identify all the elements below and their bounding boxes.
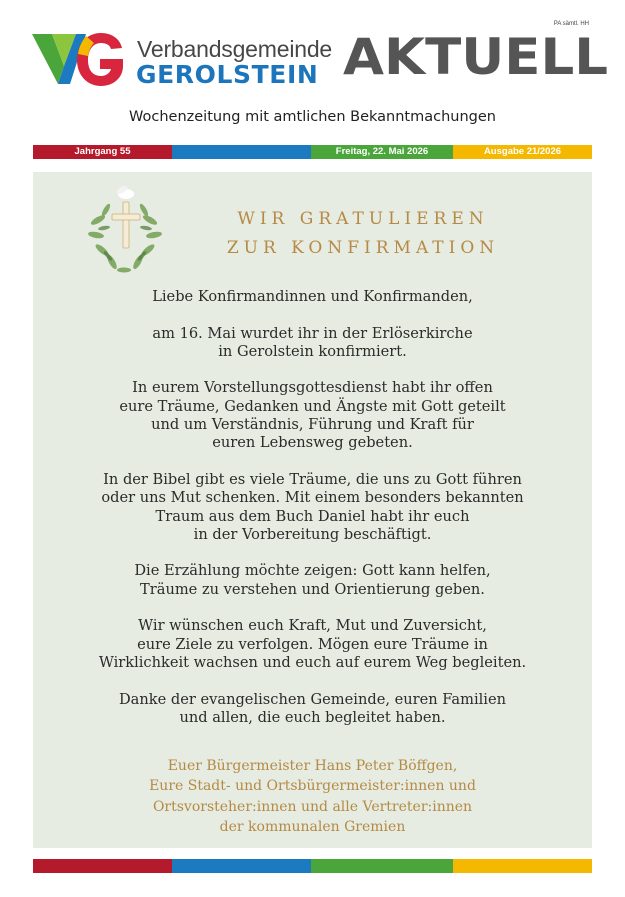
signature-line: Ortsvorsteher:innen und alle Vertreter:innen	[152, 798, 473, 815]
article-heading	[163, 205, 563, 263]
bottom-band-yellow	[453, 859, 592, 873]
paragraph-line: Danke der evangelischen Gemeinde, euren Familien	[118, 690, 507, 708]
paragraph-line: am 16. Mai wurdet ihr in der Erlöserkirche	[152, 324, 473, 342]
paragraph-line: Wirklichkeit wachsen und euch auf eurem Weg begleiten.	[98, 653, 527, 671]
article-paragraph	[33, 691, 592, 728]
article-paragraph	[33, 562, 592, 599]
paragraph-line: euren Lebensweg gebeten.	[212, 434, 413, 452]
paragraph-line: Die Erzählung möchte zeigen: Gott kann helfen,	[134, 562, 491, 580]
heading-line-1: WIR GRATULIEREN	[237, 209, 489, 229]
band-blue-segment	[172, 145, 311, 159]
bottom-band-green	[311, 859, 453, 873]
vg-logo-icon	[30, 22, 130, 94]
paragraph-line: in der Vorbereitung beschäftigt.	[193, 525, 432, 543]
tagline: Wochenzeitung mit amtlichen Bekanntmachungen	[129, 109, 496, 125]
signature-line: Eure Stadt- und Ortsbürgermeister:innen und	[149, 778, 476, 795]
bottom-band-blue	[172, 859, 311, 873]
paragraph-line: eure Ziele zu verfolgen. Mögen eure Träume in	[137, 635, 488, 653]
newspaper-title: AKTUELL	[343, 28, 609, 86]
signature-line: der kommunalen Gremien	[219, 818, 406, 835]
article-paragraph	[33, 617, 592, 672]
paragraph-line: und allen, die euch begleitet haben.	[179, 708, 446, 726]
cross-wreath-icon	[88, 180, 164, 276]
signature-block	[33, 756, 592, 837]
brand-verbandsgemeinde: Verbandsgemeinde	[137, 36, 333, 62]
paragraph-line: in Gerolstein konfirmiert.	[218, 342, 407, 360]
paragraph-line: In der Bibel gibt es viele Träume, die uns zu Gott führen	[103, 470, 522, 488]
issue-date: Freitag, 22. Mai 2026	[311, 145, 453, 159]
congratulations-panel	[33, 172, 592, 848]
article-paragraph	[33, 288, 592, 306]
paragraph-line: In eurem Vorstellungsgottesdienst habt ihr offen	[132, 379, 493, 397]
postage-stamp-note: PA sämtl. HH	[553, 21, 589, 27]
article-paragraph	[33, 471, 592, 544]
heading-line-2: ZUR KONFIRMATION	[226, 238, 500, 258]
bottom-color-band	[33, 859, 592, 873]
paragraph-line: Traum aus dem Buch Daniel habt ihr euch	[155, 507, 470, 525]
paragraph-line: und um Verständnis, Führung und Kraft für	[151, 416, 474, 434]
paragraph-line: eure Träume, Gedanken und Ängste mit Gott geteilt	[119, 397, 506, 415]
paragraph-line: oder uns Mut schenken. Mit einem besonders bekannten	[101, 489, 524, 507]
bottom-band-red	[33, 859, 172, 873]
paragraph-line: Träume zu verstehen und Orientierung geben.	[140, 580, 485, 598]
paragraph-line: Wir wünschen euch Kraft, Mut und Zuversicht,	[138, 617, 487, 635]
article-paragraph	[33, 325, 592, 362]
issue-info-band	[33, 145, 592, 159]
issue-number: Ausgabe 21/2026	[453, 145, 592, 159]
brand-gerolstein: GEROLSTEIN	[136, 60, 319, 89]
signature-line: Euer Bürgermeister Hans Peter Böffgen,	[167, 758, 458, 774]
paragraph-line: Liebe Konfirmandinnen und Konfirmanden,	[152, 288, 473, 305]
volume-label: Jahrgang 55	[33, 145, 172, 159]
article-body	[33, 288, 592, 745]
article-paragraph	[33, 379, 592, 452]
